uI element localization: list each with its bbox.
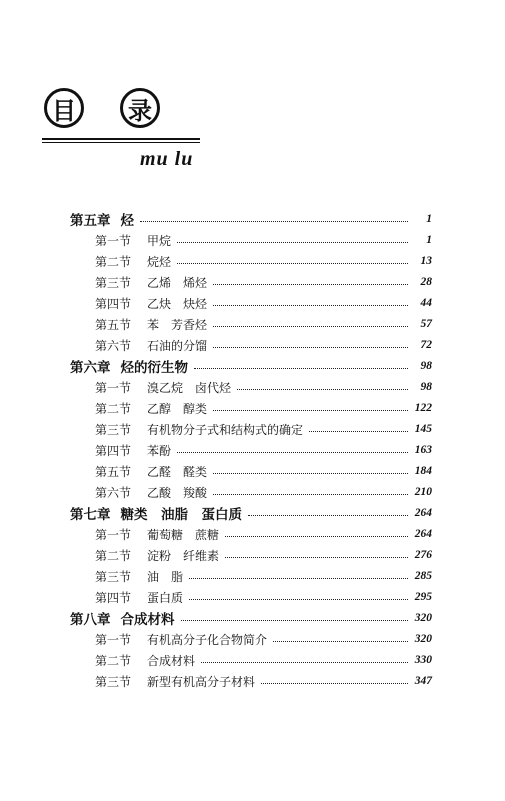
entry-title: 苯 芳香烃 [147,317,208,332]
heading-rule [42,138,200,140]
toc-section-entry[interactable] [95,523,432,545]
toc-section-entry[interactable] [95,229,432,251]
entry-title: 甲烷 [147,233,172,248]
entry-number: 第一节 [95,632,132,647]
leader-dots [189,577,408,579]
entry-title: 葡萄糖 蔗糖 [147,527,220,542]
entry-page-number: 320 [414,633,432,645]
entry-page-number: 347 [414,675,432,687]
entry-page-number: 320 [414,612,432,624]
leader-dots [189,598,408,600]
entry-title: 乙炔 炔烃 [147,296,208,311]
entry-number: 第一节 [95,380,132,395]
heading-pinyin: mu lu [140,148,194,170]
entry-number: 第二节 [95,254,132,269]
toc-chapter-entry[interactable] [70,502,432,524]
leader-dots [201,661,408,663]
entry-title: 乙醇 醇类 [147,401,208,416]
entry-page-number: 1 [426,213,432,225]
entry-number: 第八章 [70,612,111,628]
toc-section-entry[interactable] [95,313,432,335]
leader-dots [177,241,408,243]
leader-dots [181,619,409,621]
entry-page-number: 13 [420,255,432,267]
leader-dots [194,367,408,369]
entry-title: 烷烃 [147,254,172,269]
toc-section-entry[interactable] [95,292,432,314]
entry-page-number: 264 [414,507,432,519]
entry-title: 蛋白质 [147,590,184,605]
leader-dots [237,388,408,390]
entry-page-number: 28 [420,276,432,288]
entry-page-number: 1 [426,234,432,246]
entry-title: 乙醛 醛类 [147,464,208,479]
entry-page-number: 210 [414,486,432,498]
entry-title: 合成材料 [120,612,175,628]
leader-dots [273,640,408,642]
entry-title: 新型有机高分子材料 [147,674,256,689]
leader-dots [213,283,408,285]
toc-section-entry[interactable] [95,376,432,398]
entry-number: 第二节 [95,548,132,563]
entry-page-number: 98 [420,381,432,393]
entry-number: 第四节 [95,296,132,311]
leader-dots [213,346,408,348]
toc-section-entry[interactable] [95,670,432,692]
entry-page-number: 330 [414,654,432,666]
entry-page-number: 44 [420,297,432,309]
toc-section-entry[interactable] [95,460,432,482]
leader-dots [248,514,408,516]
entry-number: 第三节 [95,275,132,290]
entry-number: 第五章 [70,213,111,229]
entry-number: 第七章 [70,507,111,523]
entry-title: 有机物分子式和结构式的确定 [147,422,304,437]
toc-section-entry[interactable] [95,586,432,608]
entry-title: 烃 [120,213,134,229]
entry-title: 烃的衍生物 [120,360,188,376]
entry-title: 油 脂 [147,569,184,584]
toc-section-entry[interactable] [95,397,432,419]
toc-chapter-entry[interactable] [70,607,432,629]
toc-chapter-entry[interactable] [70,208,432,230]
entry-page-number: 57 [420,318,432,330]
leader-dots [140,220,408,222]
entry-title: 溴乙烷 卤代烃 [147,380,232,395]
entry-page-number: 72 [420,339,432,351]
leader-dots [213,409,408,411]
toc-chapter-entry[interactable] [70,355,432,377]
entry-page-number: 98 [420,360,432,372]
leader-dots [309,430,408,432]
entry-number: 第四节 [95,590,132,605]
entry-page-number: 145 [414,423,432,435]
toc-section-entry[interactable] [95,250,432,272]
entry-title: 有机高分子化合物简介 [147,632,268,647]
entry-number: 第五节 [95,317,132,332]
leader-dots [225,556,408,558]
entry-number: 第六章 [70,360,111,376]
entry-number: 第二节 [95,401,132,416]
entry-title: 糖类 油脂 蛋白质 [120,507,242,523]
toc-section-entry[interactable] [95,649,432,671]
toc-section-entry[interactable] [95,628,432,650]
entry-title: 乙烯 烯烃 [147,275,208,290]
leader-dots [177,451,408,453]
toc-section-entry[interactable] [95,544,432,566]
entry-title: 合成材料 [147,653,196,668]
entry-page-number: 264 [414,528,432,540]
entry-page-number: 295 [414,591,432,603]
entry-page-number: 285 [414,570,432,582]
entry-number: 第五节 [95,464,132,479]
entry-title: 乙酸 羧酸 [147,485,208,500]
entry-title: 苯酚 [147,443,172,458]
leader-dots [213,325,408,327]
entry-number: 第二节 [95,653,132,668]
entry-number: 第三节 [95,422,132,437]
heading-rule-thin [42,142,200,143]
toc-section-entry[interactable] [95,439,432,461]
toc-section-entry[interactable] [95,418,432,440]
toc-section-entry[interactable] [95,271,432,293]
entry-number: 第三节 [95,569,132,584]
toc-section-entry[interactable] [95,334,432,356]
leader-dots [213,304,408,306]
entry-page-number: 276 [414,549,432,561]
heading-char-lu: 录 [120,88,160,128]
entry-number: 第四节 [95,443,132,458]
heading-char-mu: 目 [44,88,84,128]
leader-dots [261,682,408,684]
entry-page-number: 163 [414,444,432,456]
leader-dots [213,493,408,495]
entry-page-number: 122 [414,402,432,414]
entry-title: 石油的分馏 [147,338,208,353]
entry-title: 淀粉 纤维素 [147,548,220,563]
entry-number: 第一节 [95,233,132,248]
entry-number: 第六节 [95,485,132,500]
entry-number: 第一节 [95,527,132,542]
leader-dots [177,262,408,264]
entry-number: 第六节 [95,338,132,353]
toc-section-entry[interactable] [95,565,432,587]
entry-number: 第三节 [95,674,132,689]
leader-dots [225,535,408,537]
toc-section-entry[interactable] [95,481,432,503]
leader-dots [213,472,408,474]
entry-page-number: 184 [414,465,432,477]
